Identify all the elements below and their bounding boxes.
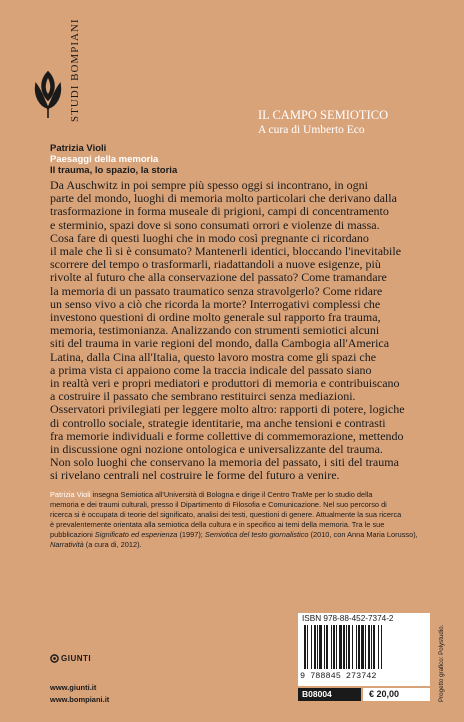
barcode-panel: [298, 613, 430, 686]
barcode-bar: [356, 625, 357, 669]
blurb-line: Non solo luoghi che conservano la memoria del passato, i siti del trauma: [50, 455, 399, 470]
bio-work-title: Semiotica del testo giornalistico: [204, 530, 309, 539]
barcode-bar: [368, 625, 370, 669]
barcode-bar: [317, 625, 318, 669]
url-bompiani[interactable]: www.bompiani.it: [50, 695, 110, 704]
blurb-line: di controllo sociale, strategie identitarie, ma anche tensioni e contrasti: [50, 415, 386, 430]
blurb-line: a prima vista ci appaiono come la traccia indicale del passato siano: [50, 362, 372, 377]
barcode-bar: [314, 625, 316, 669]
brand-vertical-text: STUDI BOMPIANI: [69, 18, 81, 122]
barcode-bar: [326, 625, 328, 669]
blurb-line: a costruire il passato che sembrano restituirci senza mediazioni.: [50, 389, 356, 404]
barcode-bar: [373, 625, 375, 669]
blurb-line: fra memorie individuali e forme collettive di commemorazione, mettendo: [50, 428, 404, 443]
barcode-bar: [307, 625, 308, 669]
blurb-line: il male che lì si è consumato? Mantenerli identici, bloccando l'inevitabile: [50, 244, 402, 259]
book-heading: [50, 143, 350, 176]
bio-line: memoria e dei traumi culturali, presso il Dipartimento di Filosofia e Comunicazione. Nel suo percorso di: [50, 500, 387, 509]
blurb-line: scorrere del tempo o trasformarli, riadattandoli a nuove esigenze, più: [50, 257, 381, 272]
barcode-bar: [378, 625, 379, 669]
blurb-line: in discussione ogni nozione ontologica e universalizzante del trauma.: [50, 442, 383, 457]
barcode-bar: [361, 625, 364, 669]
barcode-digits: 9 788845 273742: [300, 671, 377, 681]
barcode-bar: [371, 625, 372, 669]
isbn-text: ISBN 978-88-452-7374-2: [302, 614, 394, 623]
blurb-text: [50, 179, 444, 483]
barcode-bar: [324, 625, 325, 669]
blurb-line: rivolte al futuro che alla conservazione del passato? Come tramandare: [50, 270, 387, 285]
book-author: Patrizia Violi: [50, 143, 107, 154]
barcode-bar: [381, 625, 382, 669]
bio-works-line: pubblicazioni Significato ed esperienza (1997); Semiotica del testo giornalistico (2010, con Anna Maria Lorusso),: [50, 530, 418, 539]
blurb-line: Latina, dalla Cina all'Italia, questo lavoro mostra come gli spazi che: [50, 349, 377, 364]
giunti-swirl-icon: [50, 654, 59, 663]
blurb-line: parte del mondo, luoghi di memoria molto particolari che derivano dalla: [50, 191, 397, 206]
barcode-bar: [311, 625, 312, 669]
book-subtitle: Il trauma, lo spazio, la storia: [50, 165, 178, 176]
book-title: Paesaggi della memoria: [50, 154, 159, 165]
blurb-line: investono questioni di ordine molto generale sul rapporto fra trauma,: [50, 310, 381, 325]
barcode-bar: [358, 625, 360, 669]
barcode-bar: [304, 625, 306, 669]
blurb-line: trasformazione in forma museale di prigioni, campi di concentramento: [50, 204, 389, 219]
bio-line: insegna Semiotica all'Università di Bologna e dirige il Centro TraMe per lo studio della: [90, 490, 373, 499]
barcode-bar: [331, 625, 332, 669]
blurb-line: la memoria di un passato traumatico senza stravolgerlo? Come ridare: [50, 283, 383, 298]
blurb-line: in realtà veri e propri mediatori e produttori di memoria e contribuiscano: [50, 376, 400, 391]
barcode-bar: [352, 625, 353, 669]
bio-author-name: Patrizia Violi: [50, 490, 91, 499]
url-giunti[interactable]: www.giunti.it: [50, 683, 97, 692]
publisher-name: GIUNTI: [61, 654, 92, 663]
bio-line: è prevalentemente orientata alla semiotica della cultura e in specifico ai temi della memoria. Tra le sue: [50, 520, 385, 529]
barcode-bar: [348, 625, 350, 669]
barcode-bar: [339, 625, 342, 669]
price-label: € 20,00: [363, 688, 430, 701]
blurb-line: Da Auschwitz in poi sempre più spesso oggi si incontrano, in ogni: [50, 178, 368, 192]
flower-emblem-icon: [30, 62, 66, 122]
publisher-logo: [50, 654, 91, 663]
barcode-bar: [319, 625, 322, 669]
barcode-bar: [336, 625, 337, 669]
blurb-line: un senso vivo a ciò che ricorda la morte? Interrogativi complessi che: [50, 296, 381, 311]
blurb-line: e sterminio, spazi dove si sono consumati orrori e violenze di massa.: [50, 217, 380, 232]
blurb-line: Cosa fare di questi luoghi che in modo così pregnante ci ricordano: [50, 230, 369, 245]
bio-line: ricerca si è occupata di teorie del significato, analisi dei testi, questioni di genere. Attualmente la sua ricerca: [50, 510, 402, 519]
bio-work-title: Significato ed esperienza: [94, 530, 178, 539]
series-name: IL CAMPO SEMIOTICO: [258, 108, 389, 122]
bio-work-title: Narratività: [50, 540, 84, 549]
barcode-bar: [333, 625, 335, 669]
blurb-line: memoria, testimonianza. Analizzando con strumenti semiotici alcuni: [50, 323, 380, 338]
author-bio: [50, 490, 444, 550]
design-credit: Progetto grafico: Polystudio.: [438, 624, 445, 702]
barcode-bar: [365, 625, 366, 669]
product-code: B08004: [298, 688, 361, 701]
series-block: [258, 108, 448, 138]
series-editor: A cura di Umberto Eco: [258, 124, 365, 136]
bompiani-logo: [30, 62, 66, 122]
blurb-line: siti del trauma in varie regioni del mondo, dalla Cambogia all'America: [50, 336, 390, 351]
barcode-bar: [346, 625, 347, 669]
blurb-line: si rivelano centrali nel costruire le forme del futuro a venire.: [50, 468, 340, 483]
blurb-line: Osservatori privilegiati per leggere molto altro: rapporti di potere, logiche: [50, 402, 405, 417]
barcode-icon: [302, 625, 426, 669]
barcode-bar: [343, 625, 345, 669]
bio-works-line: Narratività (a cura di, 2012).: [50, 540, 142, 549]
